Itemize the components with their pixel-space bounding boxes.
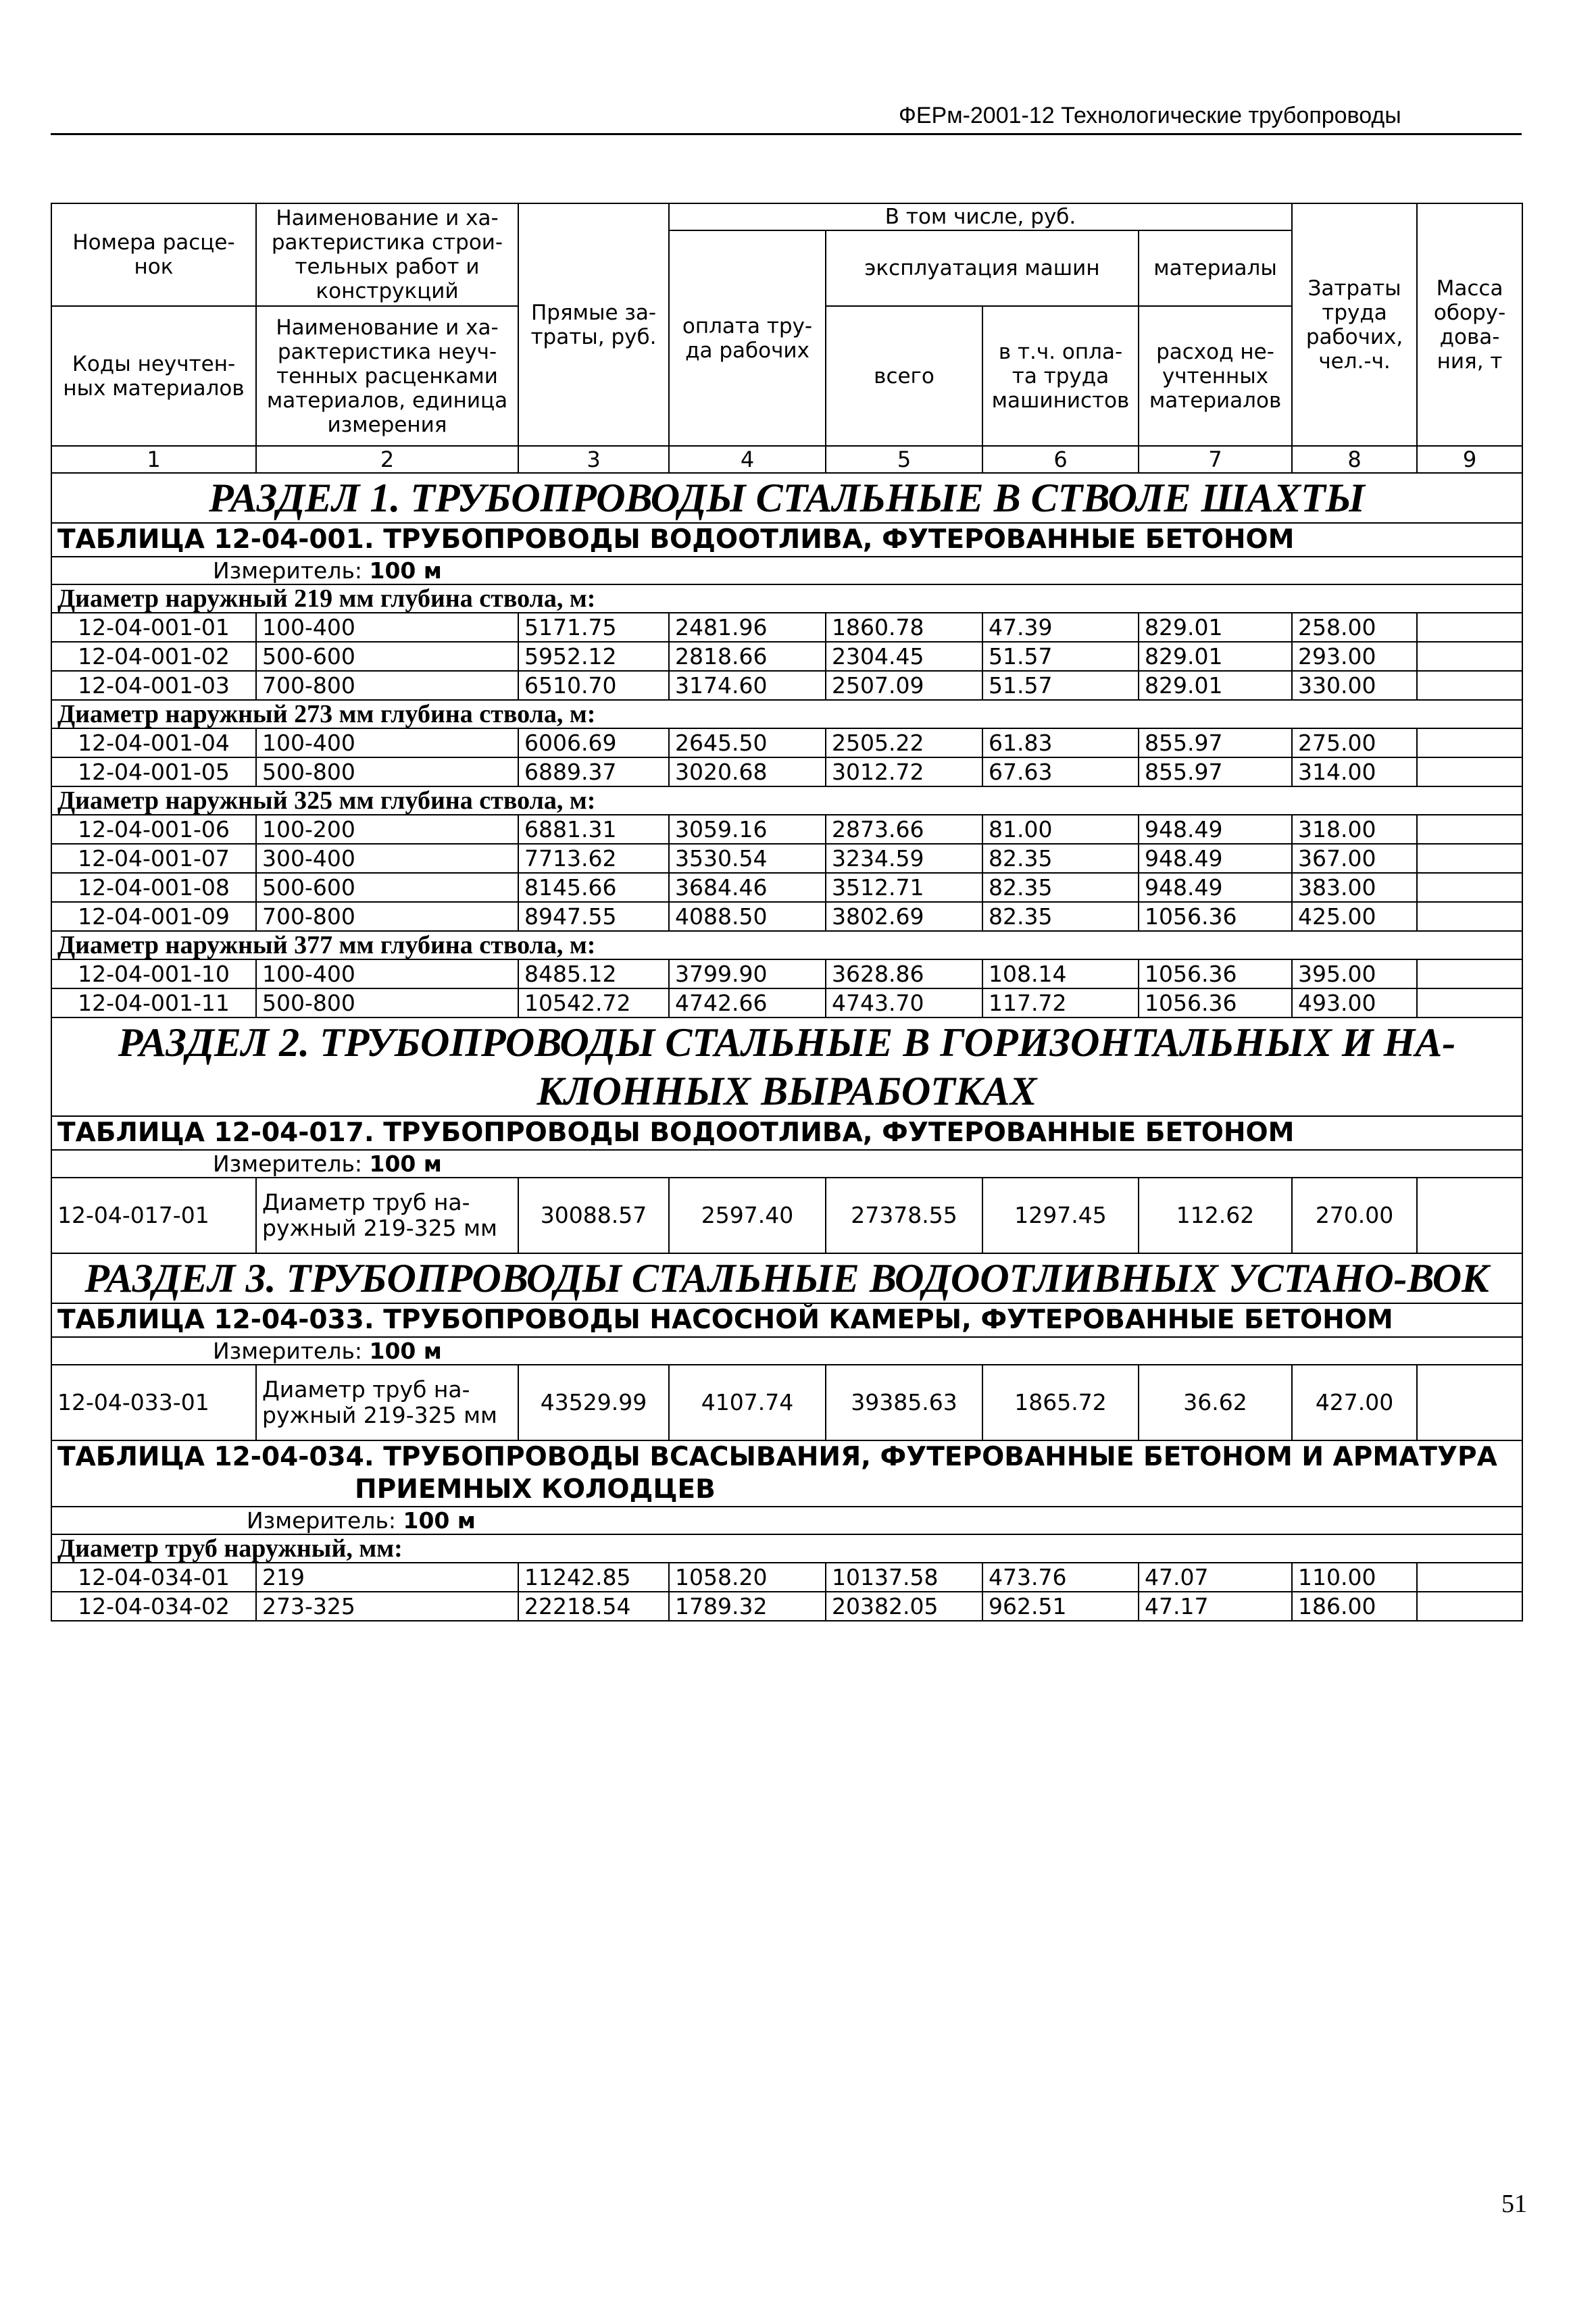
machines-header: эксплуатация машин <box>826 230 1139 306</box>
group-title: Диаметр наружный 273 мм глубина ствола, м: <box>51 700 1522 728</box>
table-cell: 4107.74 <box>669 1365 826 1440</box>
table-cell: 948.49 <box>1139 815 1292 844</box>
table-cell: 8145.66 <box>518 873 669 902</box>
col5-header: всего <box>826 306 982 446</box>
table-cell: 962.51 <box>982 1592 1139 1621</box>
table-cell: 6006.69 <box>518 728 669 757</box>
table-row <box>51 1365 1522 1440</box>
table-cell: 43529.99 <box>518 1365 669 1440</box>
table-cell: 6510.70 <box>518 671 669 700</box>
table-cell: 30088.57 <box>518 1178 669 1253</box>
table-row <box>51 1563 1522 1592</box>
table-cell: 3512.71 <box>826 873 982 902</box>
table-cell: 500-800 <box>256 757 518 786</box>
table-cell: 4742.66 <box>669 988 826 1017</box>
column-number: 1 <box>51 446 256 473</box>
table-cell: 11242.85 <box>518 1563 669 1592</box>
table-cell: 6889.37 <box>518 757 669 786</box>
table-cell: 258.00 <box>1292 613 1417 642</box>
table-cell: 8485.12 <box>518 959 669 988</box>
table-cell: 10542.72 <box>518 988 669 1017</box>
table-cell: 1056.36 <box>1139 959 1292 988</box>
table-cell: 12-04-017-01 <box>51 1178 256 1253</box>
col9-header: Масса обору-дова-ния, т <box>1417 203 1522 446</box>
table-cell: 12-04-001-09 <box>51 902 256 931</box>
table-cell: 110.00 <box>1292 1563 1417 1592</box>
table-cell: 47.07 <box>1139 1563 1292 1592</box>
table-cell: 2645.50 <box>669 728 826 757</box>
table-cell: 20382.05 <box>826 1592 982 1621</box>
page-number: 51 <box>1501 2190 1527 2218</box>
header-rule <box>51 133 1522 135</box>
table-cell: 855.97 <box>1139 757 1292 786</box>
group-title: Диаметр наружный 219 мм глубина ствола, м: <box>51 584 1522 613</box>
table-cell: 855.97 <box>1139 728 1292 757</box>
table-cell: 12-04-001-11 <box>51 988 256 1017</box>
table-017-title: ТАБЛИЦА 12-04-017. ТРУБОПРОВОДЫ ВОДООТЛИВА, ФУТЕРОВАННЫЕ БЕТОНОМ <box>51 1116 1522 1150</box>
table-cell: 3174.60 <box>669 671 826 700</box>
measure-017: Измеритель: 100 м <box>51 1150 1522 1178</box>
materials-header: материалы <box>1139 230 1292 306</box>
col2-header-b: Наименование и ха-рактеристика неуч-тенных расценками материалов, единица измерения <box>256 306 518 446</box>
table-cell <box>1417 873 1522 902</box>
table-cell: 51.57 <box>982 671 1139 700</box>
table-cell: 427.00 <box>1292 1365 1417 1440</box>
table-cell: 4088.50 <box>669 902 826 931</box>
col3-header: Прямые за-траты, руб. <box>518 203 669 446</box>
table-001-title: ТАБЛИЦА 12-04-001. ТРУБОПРОВОДЫ ВОДООТЛИВА, ФУТЕРОВАННЫЕ БЕТОНОМ <box>51 523 1522 557</box>
table-cell: 47.17 <box>1139 1592 1292 1621</box>
table-cell <box>1417 671 1522 700</box>
table-cell <box>1417 757 1522 786</box>
table-cell: 2481.96 <box>669 613 826 642</box>
table-cell: 100-400 <box>256 613 518 642</box>
col1-header-b: Коды неучтен-ных материалов <box>51 306 256 446</box>
table-row <box>51 988 1522 1017</box>
column-number: 9 <box>1417 446 1522 473</box>
table-cell: 2873.66 <box>826 815 982 844</box>
table-cell: 273-325 <box>256 1592 518 1621</box>
table-row <box>51 671 1522 700</box>
table-cell: 3059.16 <box>669 815 826 844</box>
group-title: Диаметр наружный 325 мм глубина ствола, м: <box>51 786 1522 815</box>
table-cell: 500-600 <box>256 642 518 671</box>
table-cell <box>1417 1365 1522 1440</box>
table-cell: 27378.55 <box>826 1178 982 1253</box>
table-cell: 12-04-001-01 <box>51 613 256 642</box>
table-cell <box>1417 988 1522 1017</box>
table-cell: 1865.72 <box>982 1365 1139 1440</box>
table-cell: 3799.90 <box>669 959 826 988</box>
table-cell: 8947.55 <box>518 902 669 931</box>
table-cell: 2505.22 <box>826 728 982 757</box>
table-cell <box>1417 844 1522 873</box>
section-2-title: РАЗДЕЛ 2. ТРУБОПРОВОДЫ СТАЛЬНЫЕ В ГОРИЗОНТАЛЬНЫХ И НА-КЛОННЫХ ВЫРАБОТКАХ <box>51 1017 1522 1116</box>
table-row <box>51 902 1522 931</box>
table-cell: 82.35 <box>982 873 1139 902</box>
column-number: 7 <box>1139 446 1292 473</box>
section-1-title: РАЗДЕЛ 1. ТРУБОПРОВОДЫ СТАЛЬНЫЕ В СТВОЛЕ ШАХТЫ <box>51 473 1522 523</box>
table-cell: 1297.45 <box>982 1178 1139 1253</box>
table-cell: 117.72 <box>982 988 1139 1017</box>
table-cell: 3628.86 <box>826 959 982 988</box>
group-title: Диаметр труб наружный, мм: <box>51 1534 1522 1563</box>
table-cell: 3020.68 <box>669 757 826 786</box>
table-cell <box>1417 1592 1522 1621</box>
table-cell: 100-200 <box>256 815 518 844</box>
table-cell: 219 <box>256 1563 518 1592</box>
table-cell: 22218.54 <box>518 1592 669 1621</box>
col1-header-a: Номера расце-нок <box>51 203 256 306</box>
table-cell: 473.76 <box>982 1563 1139 1592</box>
table-cell: 12-04-001-02 <box>51 642 256 671</box>
table-cell: 12-04-001-05 <box>51 757 256 786</box>
table-cell: 10137.58 <box>826 1563 982 1592</box>
col6-header: в т.ч. опла-та труда машинистов <box>982 306 1139 446</box>
table-cell: 12-04-034-02 <box>51 1592 256 1621</box>
table-cell: 51.57 <box>982 642 1139 671</box>
column-number: 2 <box>256 446 518 473</box>
table-cell <box>1417 1563 1522 1592</box>
table-cell: 330.00 <box>1292 671 1417 700</box>
table-cell: 5952.12 <box>518 642 669 671</box>
col2-header-a: Наименование и ха-рактеристика строи-тельных работ и конструкций <box>256 203 518 306</box>
table-cell: 314.00 <box>1292 757 1417 786</box>
table-033-title: ТАБЛИЦА 12-04-033. ТРУБОПРОВОДЫ НАСОСНОЙ КАМЕРЫ, ФУТЕРОВАННЫЕ БЕТОНОМ <box>51 1303 1522 1337</box>
table-cell: 383.00 <box>1292 873 1417 902</box>
table-cell: 61.83 <box>982 728 1139 757</box>
table-cell: 100-400 <box>256 959 518 988</box>
table-row <box>51 959 1522 988</box>
table-cell: 82.35 <box>982 902 1139 931</box>
table-row <box>51 1592 1522 1621</box>
table-row <box>51 815 1522 844</box>
table-cell: Диаметр труб на-ружный 219-325 мм <box>256 1178 518 1253</box>
column-number: 5 <box>826 446 982 473</box>
table-row <box>51 1178 1522 1253</box>
table-cell <box>1417 815 1522 844</box>
table-cell: 82.35 <box>982 844 1139 873</box>
table-cell: 47.39 <box>982 613 1139 642</box>
table-cell: 948.49 <box>1139 844 1292 873</box>
table-cell: 81.00 <box>982 815 1139 844</box>
table-cell: 12-04-001-03 <box>51 671 256 700</box>
table-cell: 67.63 <box>982 757 1139 786</box>
table-cell <box>1417 959 1522 988</box>
section-3-title: РАЗДЕЛ 3. ТРУБОПРОВОДЫ СТАЛЬНЫЕ ВОДООТЛИВНЫХ УСТАНО-ВОК <box>51 1253 1522 1303</box>
measure-034: Измеритель: 100 м <box>51 1507 1522 1534</box>
table-cell: 3802.69 <box>826 902 982 931</box>
running-header: ФЕРм-2001-12 Технологические трубопроводы <box>899 103 1401 128</box>
table-cell: 12-04-001-04 <box>51 728 256 757</box>
table-cell: 948.49 <box>1139 873 1292 902</box>
table-cell: 1056.36 <box>1139 902 1292 931</box>
group-title: Диаметр наружный 377 мм глубина ствола, м: <box>51 931 1522 959</box>
table-cell: 829.01 <box>1139 671 1292 700</box>
table-cell: 2507.09 <box>826 671 982 700</box>
table-cell <box>1417 613 1522 642</box>
table-cell: 3012.72 <box>826 757 982 786</box>
table-cell: 1056.36 <box>1139 988 1292 1017</box>
price-table <box>51 203 1523 1621</box>
table-cell: 12-04-033-01 <box>51 1365 256 1440</box>
table-cell: 186.00 <box>1292 1592 1417 1621</box>
table-cell: 367.00 <box>1292 844 1417 873</box>
column-number: 4 <box>669 446 826 473</box>
table-cell: 2818.66 <box>669 642 826 671</box>
col7-header: расход не-учтенных материалов <box>1139 306 1292 446</box>
measure-001: Измеритель: 100 м <box>51 557 1522 584</box>
table-row <box>51 873 1522 902</box>
table-cell: 1058.20 <box>669 1563 826 1592</box>
table-cell: 1860.78 <box>826 613 982 642</box>
table-cell: 12-04-001-08 <box>51 873 256 902</box>
table-cell: 395.00 <box>1292 959 1417 988</box>
table-row <box>51 642 1522 671</box>
table-cell: 275.00 <box>1292 728 1417 757</box>
table-cell: 300-400 <box>256 844 518 873</box>
table-cell: 3530.54 <box>669 844 826 873</box>
table-cell: 829.01 <box>1139 642 1292 671</box>
table-cell: 12-04-001-10 <box>51 959 256 988</box>
included-header: В том числе, руб. <box>669 203 1292 230</box>
table-cell: 12-04-001-06 <box>51 815 256 844</box>
table-row <box>51 728 1522 757</box>
col4-header: оплата тру-да рабочих <box>669 230 826 446</box>
table-cell: 2597.40 <box>669 1178 826 1253</box>
table-cell <box>1417 1178 1522 1253</box>
table-cell: 12-04-001-07 <box>51 844 256 873</box>
table-cell <box>1417 728 1522 757</box>
table-cell: 4743.70 <box>826 988 982 1017</box>
table-cell: 829.01 <box>1139 613 1292 642</box>
table-cell <box>1417 642 1522 671</box>
table-cell: 5171.75 <box>518 613 669 642</box>
column-numbers-row <box>51 446 1522 473</box>
table-cell: 112.62 <box>1139 1178 1292 1253</box>
table-row <box>51 844 1522 873</box>
col8-header: Затраты труда рабочих, чел.-ч. <box>1292 203 1417 446</box>
table-cell: 700-800 <box>256 671 518 700</box>
table-034-title: ТАБЛИЦА 12-04-034. ТРУБОПРОВОДЫ ВСАСЫВАНИЯ, ФУТЕРОВАННЫЕ БЕТОНОМ И АРМАТУРА ПРИЕМНЫХ КОЛОДЦЕВ <box>51 1440 1522 1507</box>
table-cell: 318.00 <box>1292 815 1417 844</box>
table-row <box>51 613 1522 642</box>
table-cell: 270.00 <box>1292 1178 1417 1253</box>
table-cell: 7713.62 <box>518 844 669 873</box>
table-cell: Диаметр труб на-ружный 219-325 мм <box>256 1365 518 1440</box>
table-cell: 108.14 <box>982 959 1139 988</box>
table-cell <box>1417 902 1522 931</box>
table-cell: 3684.46 <box>669 873 826 902</box>
column-number: 6 <box>982 446 1139 473</box>
table-cell: 493.00 <box>1292 988 1417 1017</box>
measure-033: Измеритель: 100 м <box>51 1337 1522 1365</box>
table-cell: 6881.31 <box>518 815 669 844</box>
table-cell: 1789.32 <box>669 1592 826 1621</box>
table-cell: 100-400 <box>256 728 518 757</box>
column-number: 3 <box>518 446 669 473</box>
table-cell: 39385.63 <box>826 1365 982 1440</box>
table-cell: 3234.59 <box>826 844 982 873</box>
table-cell: 293.00 <box>1292 642 1417 671</box>
table-cell: 500-600 <box>256 873 518 902</box>
table-row <box>51 757 1522 786</box>
table-cell: 425.00 <box>1292 902 1417 931</box>
column-number: 8 <box>1292 446 1417 473</box>
table-cell: 2304.45 <box>826 642 982 671</box>
table-cell: 700-800 <box>256 902 518 931</box>
table-cell: 36.62 <box>1139 1365 1292 1440</box>
table-cell: 500-800 <box>256 988 518 1017</box>
table-cell: 12-04-034-01 <box>51 1563 256 1592</box>
